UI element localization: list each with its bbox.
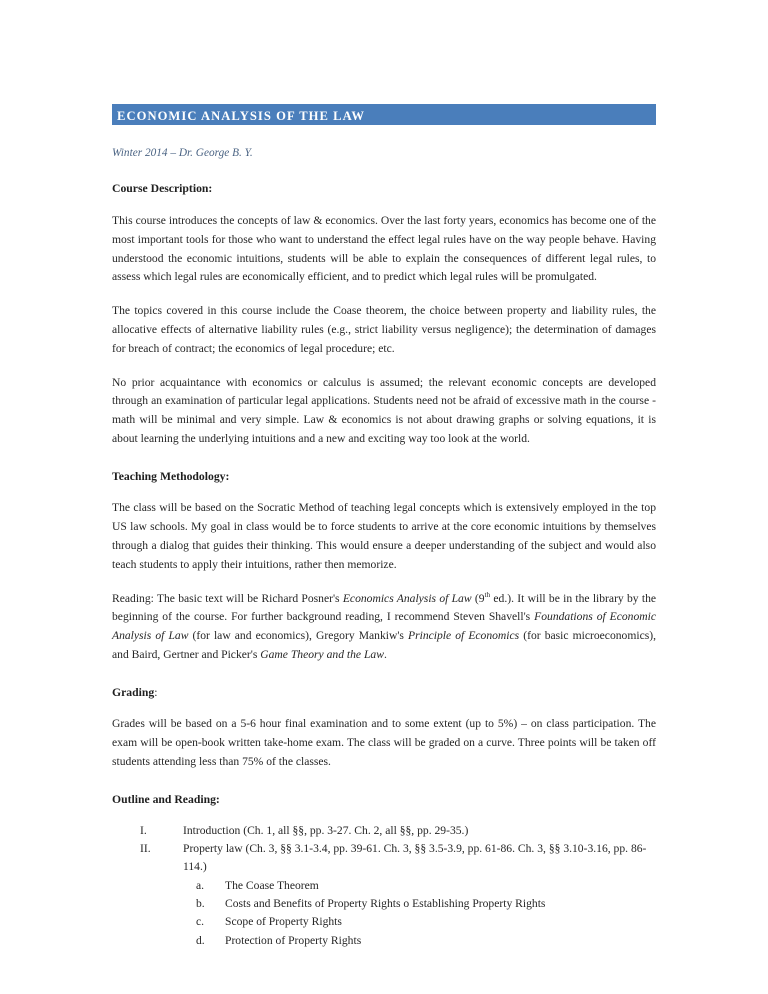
heading-course-description: Course Description: bbox=[112, 182, 213, 196]
outline-item-marker: c. bbox=[196, 915, 205, 929]
reading-lead: Reading: The basic text will be Richard Posner's bbox=[112, 591, 343, 605]
heading-teaching-methodology: Teaching Methodology: bbox=[112, 469, 230, 483]
reading-title-4: Game Theory and the Law bbox=[260, 647, 384, 661]
outline-list bbox=[112, 822, 656, 950]
outline-item-text: The Coase Theorem bbox=[225, 878, 319, 892]
reading-paragraph bbox=[112, 590, 656, 665]
outline-item bbox=[112, 932, 656, 950]
outline-item-text: Property law (Ch. 3, §§ 3.1-3.4, pp. 39-61. Ch. 3, §§ 3.5-3.9, pp. 61-86. Ch. 3, §§ 3.10-3.16, pp. 86-114.) bbox=[183, 841, 647, 874]
outline-item-marker: d. bbox=[196, 933, 205, 947]
outline-item-marker: b. bbox=[196, 896, 205, 910]
course-description-paragraph-2: The topics covered in this course include the Coase theorem, the choice between property and liability rules, the allocative effects of alternative liability rules (e.g., strict liability versus negligence); the determination of damages for breach of contract; the economics of legal procedure; etc. bbox=[112, 304, 656, 355]
outline-item-text: Costs and Benefits of Property Rights o Establishing Property Rights bbox=[225, 896, 546, 910]
outline-item bbox=[112, 840, 656, 877]
heading-grading bbox=[112, 685, 656, 701]
reading-title-3: Principle of Economics bbox=[408, 629, 520, 643]
document-subtitle: Winter 2014 – Dr. George B. Y. bbox=[112, 147, 253, 159]
reading-ordinal-suffix: th bbox=[484, 590, 491, 599]
course-description-paragraph-3: No prior acquaintance with economics or calculus is assumed; the relevant economic concepts are developed through an examination of particular legal applications. Students need not be afraid of excessive math in the course - math will be minimal and very simple. Law & economics is not about drawing graphs or solving equations, it is about learning the underlying intuitions and a new and exciting way too look at the world. bbox=[112, 375, 656, 445]
outline-item bbox=[112, 822, 656, 840]
outline-item-marker: I. bbox=[140, 823, 147, 837]
teaching-methodology-paragraph-1: The class will be based on the Socratic Method of teaching legal concepts which is extensively employed in the top US law schools. My goal in class would be to force students to arrive at the core economic intuitions by themselves through a dialog that guides their thinking. This would ensure a deeper understanding of the subject and would also teach students to apply their intuitions, rather then memorize. bbox=[112, 501, 656, 571]
reading-after-title-1a: (9 bbox=[471, 591, 485, 605]
grading-paragraph-1: Grades will be based on a 5-6 hour final examination and to some extent (up to 5%) – on class participation. The exam will be open-book written take-home exam. The class will be graded on a curve. Three points will be taken off students attending less than 75% of the classes. bbox=[112, 717, 656, 769]
heading-outline-and-reading: Outline and Reading: bbox=[112, 792, 220, 806]
reading-tail: . bbox=[383, 647, 387, 661]
course-description-paragraph-1: This course introduces the concepts of law & economics. Over the last forty years, economics has become one of the most important tools for those who want to understand the effect legal rules have on the way people behave. Having understood the economic intuitions, students will be able to explain the consequences of different legal rules, to assess which legal rules are economically efficient, and to predict which legal rules will be promulgated. bbox=[112, 214, 656, 284]
reading-after-title-1b: ed.). It will be in the library by the beginning of the course. For further background reading, I recommend Steven Shavell's bbox=[112, 591, 657, 624]
outline-item-text: Scope of Property Rights bbox=[225, 915, 342, 929]
outline-item-marker: II. bbox=[140, 841, 151, 855]
reading-mid-3: (for basic microeconomics), and Baird, Gertner and Picker's bbox=[112, 629, 656, 661]
document-title-banner: ECONOMIC ANALYSIS OF THE LAW bbox=[112, 104, 656, 125]
outline-item bbox=[112, 877, 656, 895]
outline-item-text: Protection of Property Rights bbox=[225, 933, 362, 947]
reading-title-2: Foundations of Economic Analysis of Law bbox=[112, 610, 657, 643]
outline-item bbox=[112, 895, 656, 913]
outline-item bbox=[112, 913, 656, 931]
outline-item-text: Introduction (Ch. 1, all §§, pp. 3-27. Ch. 2, all §§, pp. 29-35.) bbox=[183, 823, 469, 837]
reading-title-1: Economics Analysis of Law bbox=[342, 591, 472, 605]
heading-grading-label: Grading bbox=[112, 685, 155, 699]
heading-grading-colon: : bbox=[154, 685, 158, 699]
outline-item-marker: a. bbox=[196, 878, 205, 892]
document-content bbox=[112, 0, 656, 950]
reading-mid-2: (for law and economics), Gregory Mankiw's bbox=[188, 629, 409, 643]
